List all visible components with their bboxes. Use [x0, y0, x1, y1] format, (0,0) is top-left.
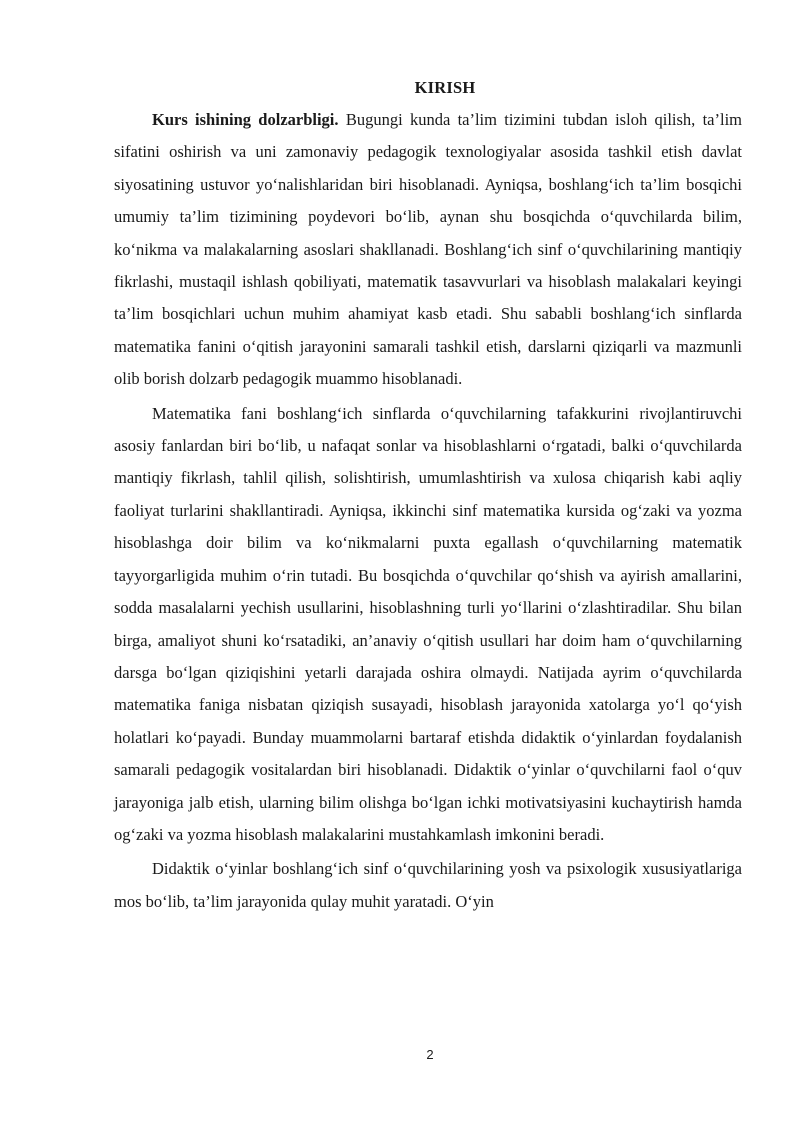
- paragraph-lead: Kurs ishining dolzarbligi.: [152, 110, 339, 129]
- paragraph-text: Didaktik o‘yinlar boshlang‘ich sinf o‘quvchilarining yosh va psixologik xususiyatlariga mos bo‘lib, ta’lim jarayonida qulay muhit yaratadi. O‘yin: [114, 859, 742, 911]
- paragraph-text: Bugungi kunda ta’lim tizimini tubdan isloh qilish, ta’lim sifatini oshirish va uni zamonaviy pedagogik texnologiyalar asosida tashkil etish davlat siyosatining ustuvor yo‘nalishlaridan biri hisoblanadi. Ayniqsa, boshlang‘ich ta’lim bosqichi umumiy ta’lim tizimining poydevori bo‘lib, aynan shu bosqichda o‘quvchilarda bilim, ko‘nikma va malakalarning asoslari shakllanadi. Boshlang‘ich sinf o‘quvchilarining mantiqiy fikrlashi, mustaqil ishlash qobiliyati, matematik tasavvurlari va hisoblash malakalari keyingi ta’lim bosqichlari uchun muhim ahamiyat kasb etadi. Shu sababli boshlang‘ich sinflarda matematika fanini o‘qitish jarayonini samarali tashkil etish, darslarni qiziqarli va mazmunli olib borish dolzarb pedagogik muammo hisoblanadi.: [114, 110, 742, 389]
- paragraph-text: Matematika fani boshlang‘ich sinflarda o‘quvchilarning tafakkurini rivojlantiruvchi asosiy fanlardan biri bo‘lib, u nafaqat sonlar va hisoblashlarni o‘rgatadi, balki o‘quvchilarda mantiqiy fikrlash, tahlil qilish, solishtirish, umumlashtirish va xulosa chiqarish kabi aqliy faoliyat turlarini shakllantiradi. Ayniqsa, ikkinchi sinf matematika kursida og‘zaki va yozma hisoblashga doir bilim va ko‘nikmalarni puxta egallash o‘quvchilarning matematik tayyorgarligida muhim o‘rin tutadi. Bu bosqichda o‘quvchilar qo‘shish va ayirish amallarini, sodda masalalarni yechish usullarini, hisoblashning turli yo‘llarini o‘zlashtiradilar. Shu bilan birga, amaliyot shuni ko‘rsatadiki, an’anaviy o‘qitish usullari har doim ham o‘quvchilarning darsga bo‘lgan qiziqishini yetarli darajada oshira olmaydi. Natijada ayrim o‘quvchilarda matematika faniga nisbatan qiziqish susayadi, hisoblash jarayonida xatolarga yo‘l qo‘yish holatlari ko‘payadi. Bunday muammolarni bartaraf etishda didaktik o‘yinlardan foydalanish samarali pedagogik vositalardan biri hisoblanadi. Didaktik o‘yinlar o‘quvchilarni faol o‘quv jarayoniga jalb etish, ularning bilim olishga bo‘lgan ichki motivatsiyasini kuchaytirish hamda og‘zaki va yozma hisoblash malakalarini mustahkamlash imkonini beradi.: [114, 403, 742, 844]
- page-number: 2: [426, 1047, 434, 1062]
- document-page: [114, 72, 742, 918]
- paragraph-relevance: [114, 104, 742, 396]
- section-heading: KIRISH: [414, 78, 476, 97]
- paragraph-mathematics: [114, 398, 742, 852]
- paragraph-didactic-games: [114, 853, 742, 918]
